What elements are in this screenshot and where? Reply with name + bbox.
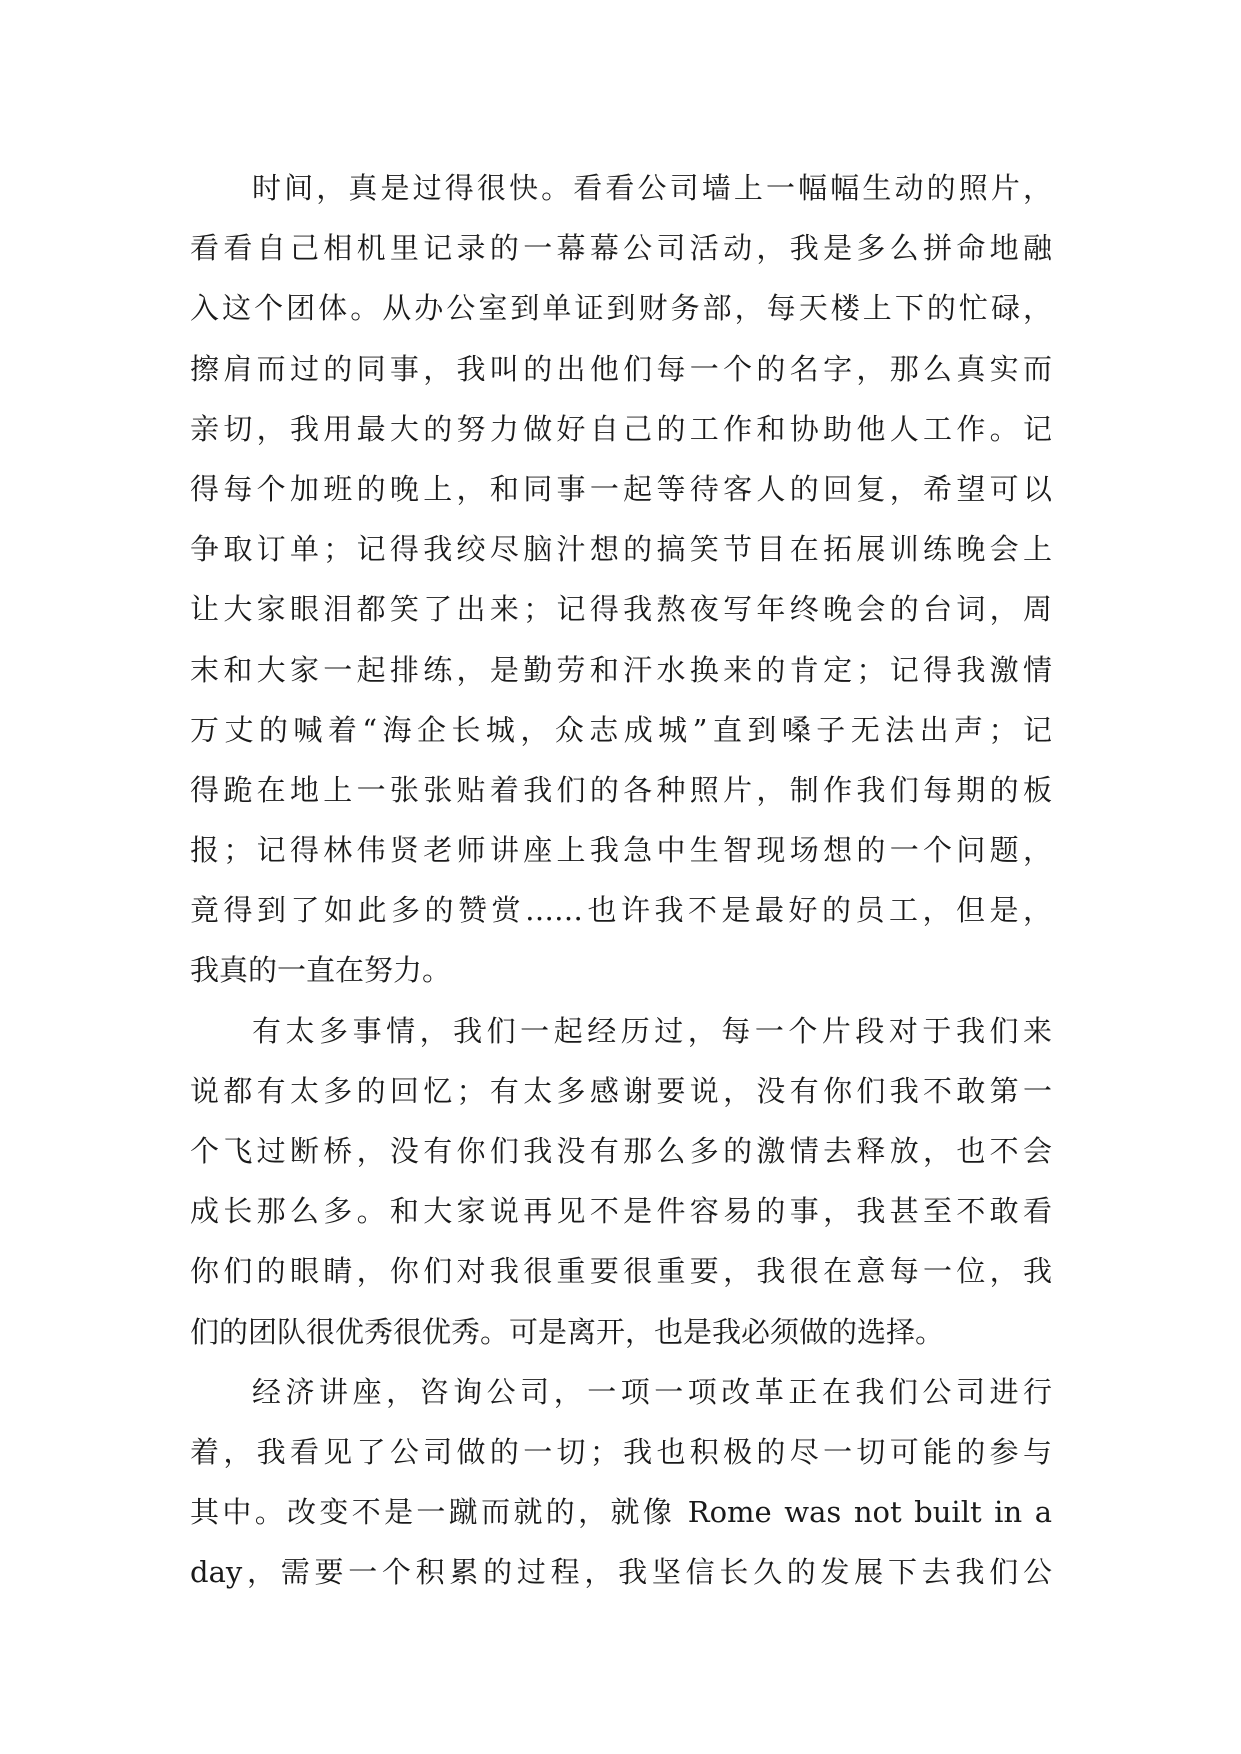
text-line: 让大家眼泪都笑了出来；记得我熬夜写年终晚会的台词，周	[190, 592, 1052, 627]
text-line: 时间，真是过得很快。看看公司墙上一幅幅生动的照片，	[252, 171, 1052, 205]
text-line: 亲切，我用最大的努力做好自己的工作和协助他人工作。记	[190, 411, 1052, 446]
text-line: 争取订单；记得我绞尽脑汁想的搞笑节目在拓展训练晚会上	[190, 532, 1052, 567]
text-line: 得跪在地上一张张贴着我们的各种照片，制作我们每期的板	[190, 772, 1052, 807]
paragraph-1	[190, 158, 1052, 1001]
text-line: day，需要一个积累的过程，我坚信长久的发展下去我们公	[190, 1555, 1052, 1590]
text-line: 其中。改变不是一蹴而就的，就像 Rome was not built in a	[190, 1495, 1052, 1530]
text-line: 报；记得林伟贤老师讲座上我急中生智现场想的一个问题，	[190, 833, 1052, 868]
text-line: 说都有太多的回忆；有太多感谢要说，没有你们我不敢第一	[190, 1073, 1052, 1108]
text-line: 你们的眼睛，你们对我很重要很重要，我很在意每一位，我	[190, 1254, 1052, 1289]
text-line: 竟得到了如此多的赞赏……也许我不是最好的员工，但是，	[190, 893, 1052, 928]
paragraph-3	[190, 1362, 1052, 1603]
text-line: 有太多事情，我们一起经历过，每一个片段对于我们来	[252, 1013, 1052, 1048]
document-body	[190, 158, 1052, 1603]
text-line: 我真的一直在努力。	[190, 953, 452, 988]
text-line: 个飞过断桥，没有你们我没有那么多的激情去释放，也不会	[190, 1134, 1052, 1168]
text-line: 万丈的喊着“海企长城，众志成城”直到嗓子无法出声；记	[190, 712, 1052, 747]
text-line: 成长那么多。和大家说再见不是件容易的事，我甚至不敢看	[190, 1194, 1052, 1229]
text-line: 得每个加班的晚上，和同事一起等待客人的回复，希望可以	[190, 471, 1052, 506]
text-line: 看看自己相机里记录的一幕幕公司活动，我是多么拼命地融	[190, 231, 1052, 266]
text-line: 末和大家一起排练，是勤劳和汗水换来的肯定；记得我激情	[190, 652, 1052, 687]
paragraph-2	[190, 1001, 1052, 1362]
text-line: 经济讲座，咨询公司，一项一项改革正在我们公司进行	[252, 1374, 1052, 1409]
text-line: 擦肩而过的同事，我叫的出他们每一个的名字，那么真实而	[190, 351, 1052, 386]
text-line: 入这个团体。从办公室到单证到财务部，每天楼上下的忙碌，	[190, 291, 1052, 326]
text-line: 着，我看见了公司做的一切；我也积极的尽一切可能的参与	[190, 1434, 1052, 1469]
text-line: 们的团队很优秀很优秀。可是离开，也是我必须做的选择。	[190, 1314, 945, 1349]
